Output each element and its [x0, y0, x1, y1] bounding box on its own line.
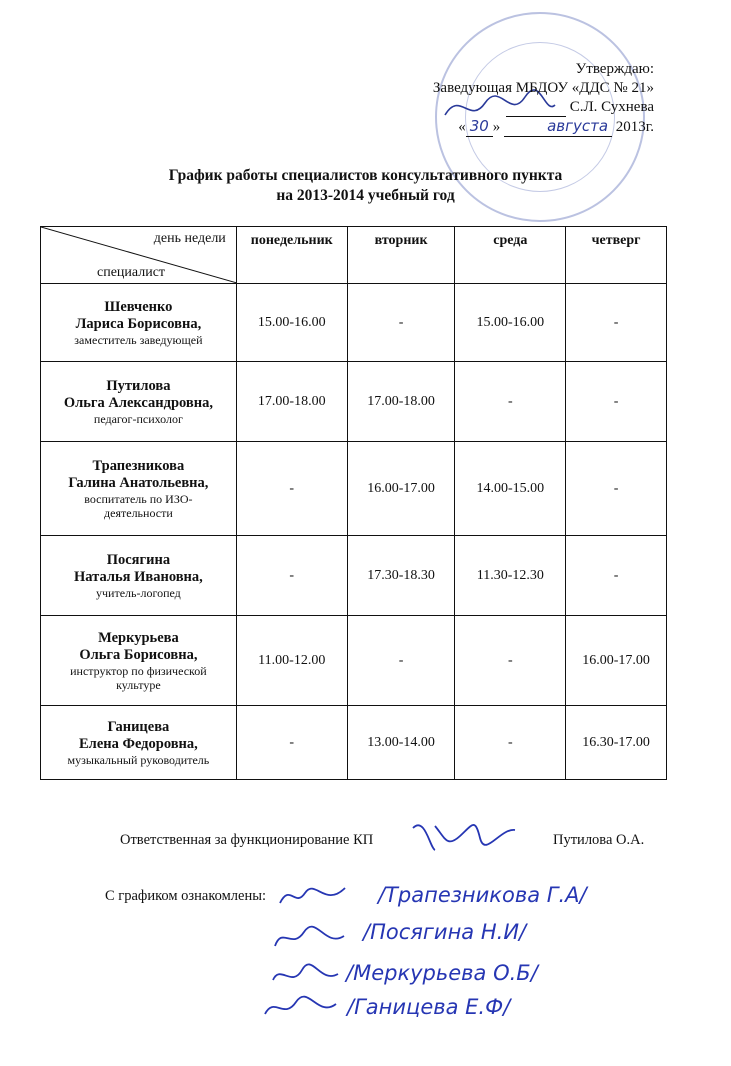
specialist-surname: Посягина — [106, 551, 171, 568]
time-cell: 16.00-17.00 — [566, 616, 667, 706]
approval-line-3: С.Л. Сухнева — [569, 99, 654, 115]
specialist-name: Ольга Борисовна, — [79, 646, 198, 663]
date-day: 30 — [466, 117, 493, 137]
specialist-name: Лариса Борисовна, — [75, 315, 202, 332]
time-cell: - — [347, 616, 455, 706]
table-row — [41, 284, 667, 362]
approval-date — [433, 117, 654, 137]
handwritten-signature — [270, 918, 350, 956]
time-cell: 13.00-14.00 — [347, 706, 455, 780]
specialist-surname: Шевченко — [104, 298, 173, 315]
time-cell: 16.00-17.00 — [347, 442, 455, 536]
specialist-role: музыкальный руководитель — [67, 752, 210, 767]
time-cell: - — [455, 362, 566, 442]
specialist-surname: Трапезникова — [92, 457, 185, 474]
table-row — [41, 362, 667, 442]
day-header-wed: среда — [455, 227, 566, 284]
time-cell: 15.00-16.00 — [455, 284, 566, 362]
table-row — [41, 616, 667, 706]
time-cell: - — [566, 442, 667, 536]
handwritten-signature — [260, 990, 340, 1026]
handwritten-name: /Меркурьева О.Б/ — [346, 961, 538, 985]
time-cell: 15.00-16.00 — [236, 284, 347, 362]
responsible-name: Путилова О.А. — [553, 832, 645, 848]
time-cell: - — [347, 284, 455, 362]
day-header-thu: четверг — [566, 227, 667, 284]
time-cell: - — [236, 442, 347, 536]
time-cell: - — [236, 706, 347, 780]
specialist-name: Елена Федоровна, — [79, 735, 198, 752]
handwritten-name: /Трапезникова Г.А/ — [378, 883, 587, 907]
responsible-signature — [405, 808, 525, 863]
time-cell: 11.30-12.30 — [455, 536, 566, 616]
specialist-cell — [41, 616, 237, 706]
specialist-name: Галина Анатольевна, — [68, 474, 209, 491]
corner-top-label: день недели — [153, 231, 226, 246]
responsible-label: Ответственная за функционирование КП — [120, 832, 374, 848]
corner-bottom-label: специалист — [97, 265, 166, 280]
time-cell: 17.00-18.00 — [236, 362, 347, 442]
approval-line-2: Заведующая МБДОУ «ДДС № 21» — [432, 80, 654, 96]
specialist-role: учитель-логопед — [96, 585, 181, 600]
time-cell: 14.00-15.00 — [455, 442, 566, 536]
handwritten-name: /Посягина Н.И/ — [363, 920, 527, 944]
time-cell: 16.30-17.00 — [566, 706, 667, 780]
specialist-surname: Ганицева — [107, 718, 170, 735]
specialist-surname: Путилова — [106, 377, 171, 394]
title-line-2: на 2013-2014 учебный год — [276, 187, 455, 204]
handwritten-signature — [268, 958, 343, 992]
table-header-row — [41, 227, 667, 284]
specialist-cell — [41, 284, 237, 362]
handwritten-name: /Ганицева Е.Ф/ — [347, 995, 511, 1019]
time-cell: 11.00-12.00 — [236, 616, 347, 706]
approval-line-1: Утверждаю: — [575, 61, 654, 77]
specialist-name: Ольга Александровна, — [63, 394, 213, 411]
table-row — [41, 442, 667, 536]
day-header-mon: понедельник — [236, 227, 347, 284]
approval-block — [433, 60, 654, 137]
acquainted-label: С графиком ознакомлены: — [105, 888, 267, 904]
specialist-role: инструктор по физической культуре — [70, 663, 207, 692]
date-quote-open: « — [458, 119, 466, 135]
specialist-role: воспитатель по ИЗО-деятельности — [84, 491, 193, 520]
time-cell: - — [566, 284, 667, 362]
time-cell: 17.00-18.00 — [347, 362, 455, 442]
table-row — [41, 706, 667, 780]
corner-header-cell — [41, 227, 237, 284]
specialist-cell — [41, 442, 237, 536]
schedule-table — [40, 226, 667, 780]
date-year: 2013г. — [615, 119, 654, 135]
specialist-surname: Меркурьева — [98, 629, 179, 646]
time-cell: - — [566, 536, 667, 616]
time-cell: - — [455, 706, 566, 780]
specialist-cell — [41, 536, 237, 616]
time-cell: - — [236, 536, 347, 616]
specialist-name: Наталья Ивановна, — [74, 568, 203, 585]
time-cell: - — [455, 616, 566, 706]
date-quote-close: » — [492, 119, 501, 135]
handwritten-signature — [275, 878, 350, 916]
day-header-tue: вторник — [347, 227, 455, 284]
date-month: августа — [504, 117, 612, 137]
title-line-1: График работы специалистов консультативного пункта — [168, 167, 563, 184]
specialist-role: педагог-психолог — [93, 411, 183, 426]
table-row — [41, 536, 667, 616]
time-cell: - — [566, 362, 667, 442]
specialist-cell — [41, 362, 237, 442]
specialist-cell — [41, 706, 237, 780]
specialist-role: заместитель заведующей — [74, 332, 203, 347]
page-title — [0, 166, 731, 206]
time-cell: 17.30-18.30 — [347, 536, 455, 616]
